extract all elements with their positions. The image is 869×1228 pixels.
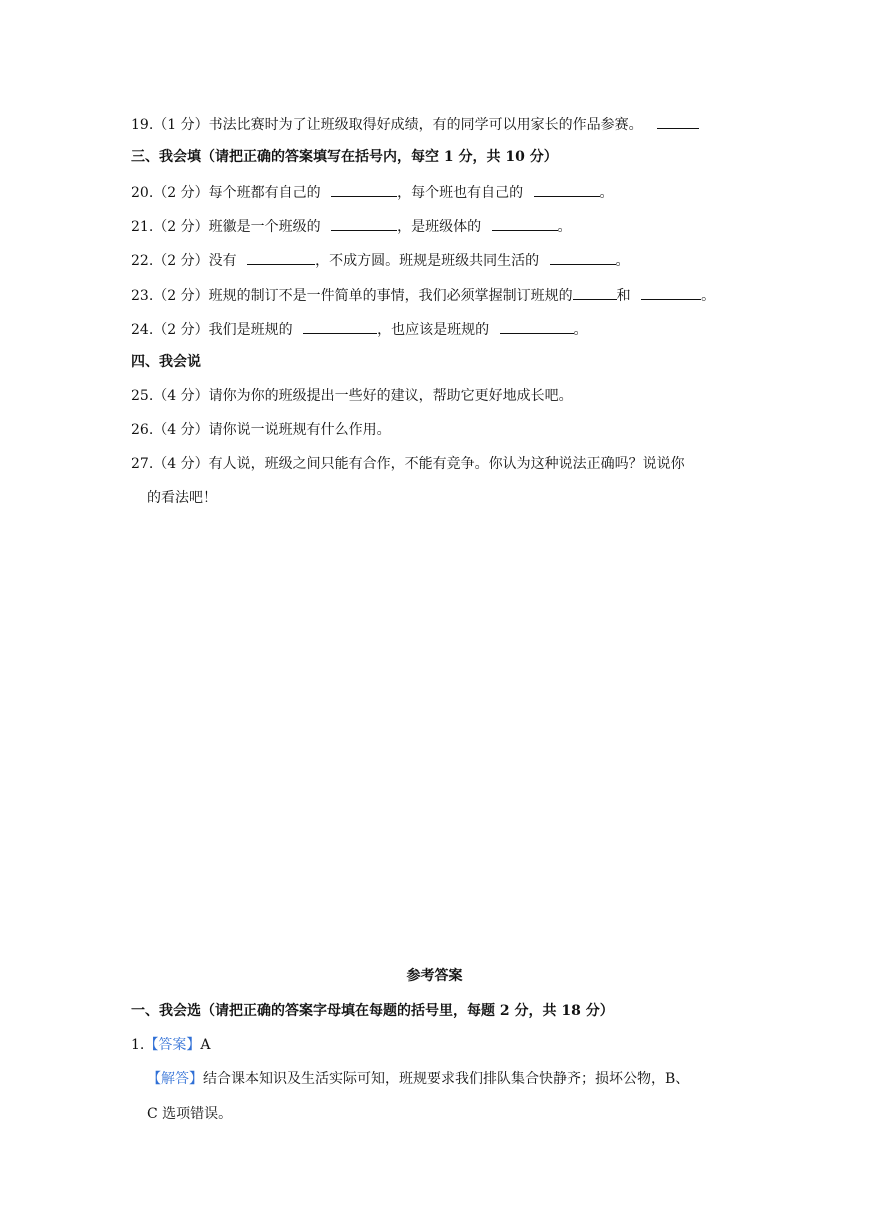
question-24-part-c: 。 [573,322,588,338]
question-22 [131,249,630,269]
answer-blank[interactable] [247,249,315,265]
question-19 [131,113,699,133]
question-27-text-2: 的看法吧！ [147,490,217,506]
section-4-title: 四、我会说 [131,354,201,370]
question-27-text-1: 27.（4 分）有人说，班级之间只能有合作，不能有竞争。你认为这种说法正确吗？说说你 [131,456,685,472]
question-25-text: 25.（4 分）请你为你的班级提出一些好的建议，帮助它更好地成长吧。 [131,388,573,404]
section-3-title: 三、我会填（请把正确的答案填写在括号内，每空 1 分，共 10 分） [131,149,558,165]
answer-blank[interactable] [492,215,558,231]
question-27-line-2 [147,488,217,508]
question-25 [131,386,573,406]
answer-blank[interactable] [500,318,574,334]
answer-tag: 【答案】 [144,1037,201,1053]
answer-blank[interactable] [550,249,616,265]
question-20 [131,181,614,201]
answer-1 [131,1035,210,1055]
answer-1-value: A [200,1037,211,1053]
answer-1-number: 1. [131,1037,145,1053]
section-4-heading [131,352,201,372]
answer-blank[interactable] [573,284,617,300]
answers-title [0,966,869,986]
answer-blank[interactable] [534,181,600,197]
answer-1-explanation-text-1: 结合课本知识及生活实际可知，班规要求我们排队集合快静齐；损坏公物，B、 [203,1071,690,1087]
question-21-part-c: 。 [557,219,572,235]
answer-blank[interactable] [303,318,377,334]
section-3-heading [131,147,558,167]
answer-1-explanation-line-2 [147,1104,232,1124]
question-22-part-c: 。 [615,253,630,269]
question-26 [131,420,391,440]
question-20-part-b: ，每个班也有自己的 [397,185,524,201]
question-23-part-b: 和 [616,288,631,304]
question-21-part-a: 21.（2 分）班徽是一个班级的 [131,219,321,235]
explanation-tag: 【解答】 [147,1071,203,1087]
answers-title-text: 参考答案 [406,968,463,984]
answer-blank[interactable] [331,181,397,197]
question-23 [131,284,715,304]
question-19-text: 19.（1 分）书法比赛时为了让班级取得好成绩，有的同学可以用家长的作品参赛。 [131,117,643,133]
answer-1-explanation-line-1 [147,1069,689,1089]
question-26-text: 26.（4 分）请你说一说班规有什么作用。 [131,422,391,438]
answers-section-1-heading [131,1001,614,1021]
question-23-part-c: 。 [701,288,716,304]
answer-1-explanation-text-2: C 选项错误。 [147,1106,233,1122]
question-22-part-a: 22.（2 分）没有 [131,253,237,269]
answer-blank[interactable] [657,113,699,129]
question-21 [131,215,572,235]
answer-blank[interactable] [331,215,397,231]
question-27-line-1 [131,454,685,474]
question-24-part-b: ，也应该是班规的 [377,322,490,338]
question-24-part-a: 24.（2 分）我们是班规的 [131,322,293,338]
question-20-part-a: 20.（2 分）每个班都有自己的 [131,185,321,201]
answers-section-1-title: 一、我会选（请把正确的答案字母填在每题的括号里，每题 2 分，共 18 分） [131,1003,614,1019]
question-23-part-a: 23.（2 分）班规的制订不是一件简单的事情，我们必须掌握制订班规的 [131,288,573,304]
question-24 [131,318,588,338]
question-22-part-b: ，不成方圆。班规是班级共同生活的 [315,253,540,269]
question-20-part-c: 。 [599,185,614,201]
answer-blank[interactable] [641,284,701,300]
question-21-part-b: ，是班级体的 [397,219,482,235]
